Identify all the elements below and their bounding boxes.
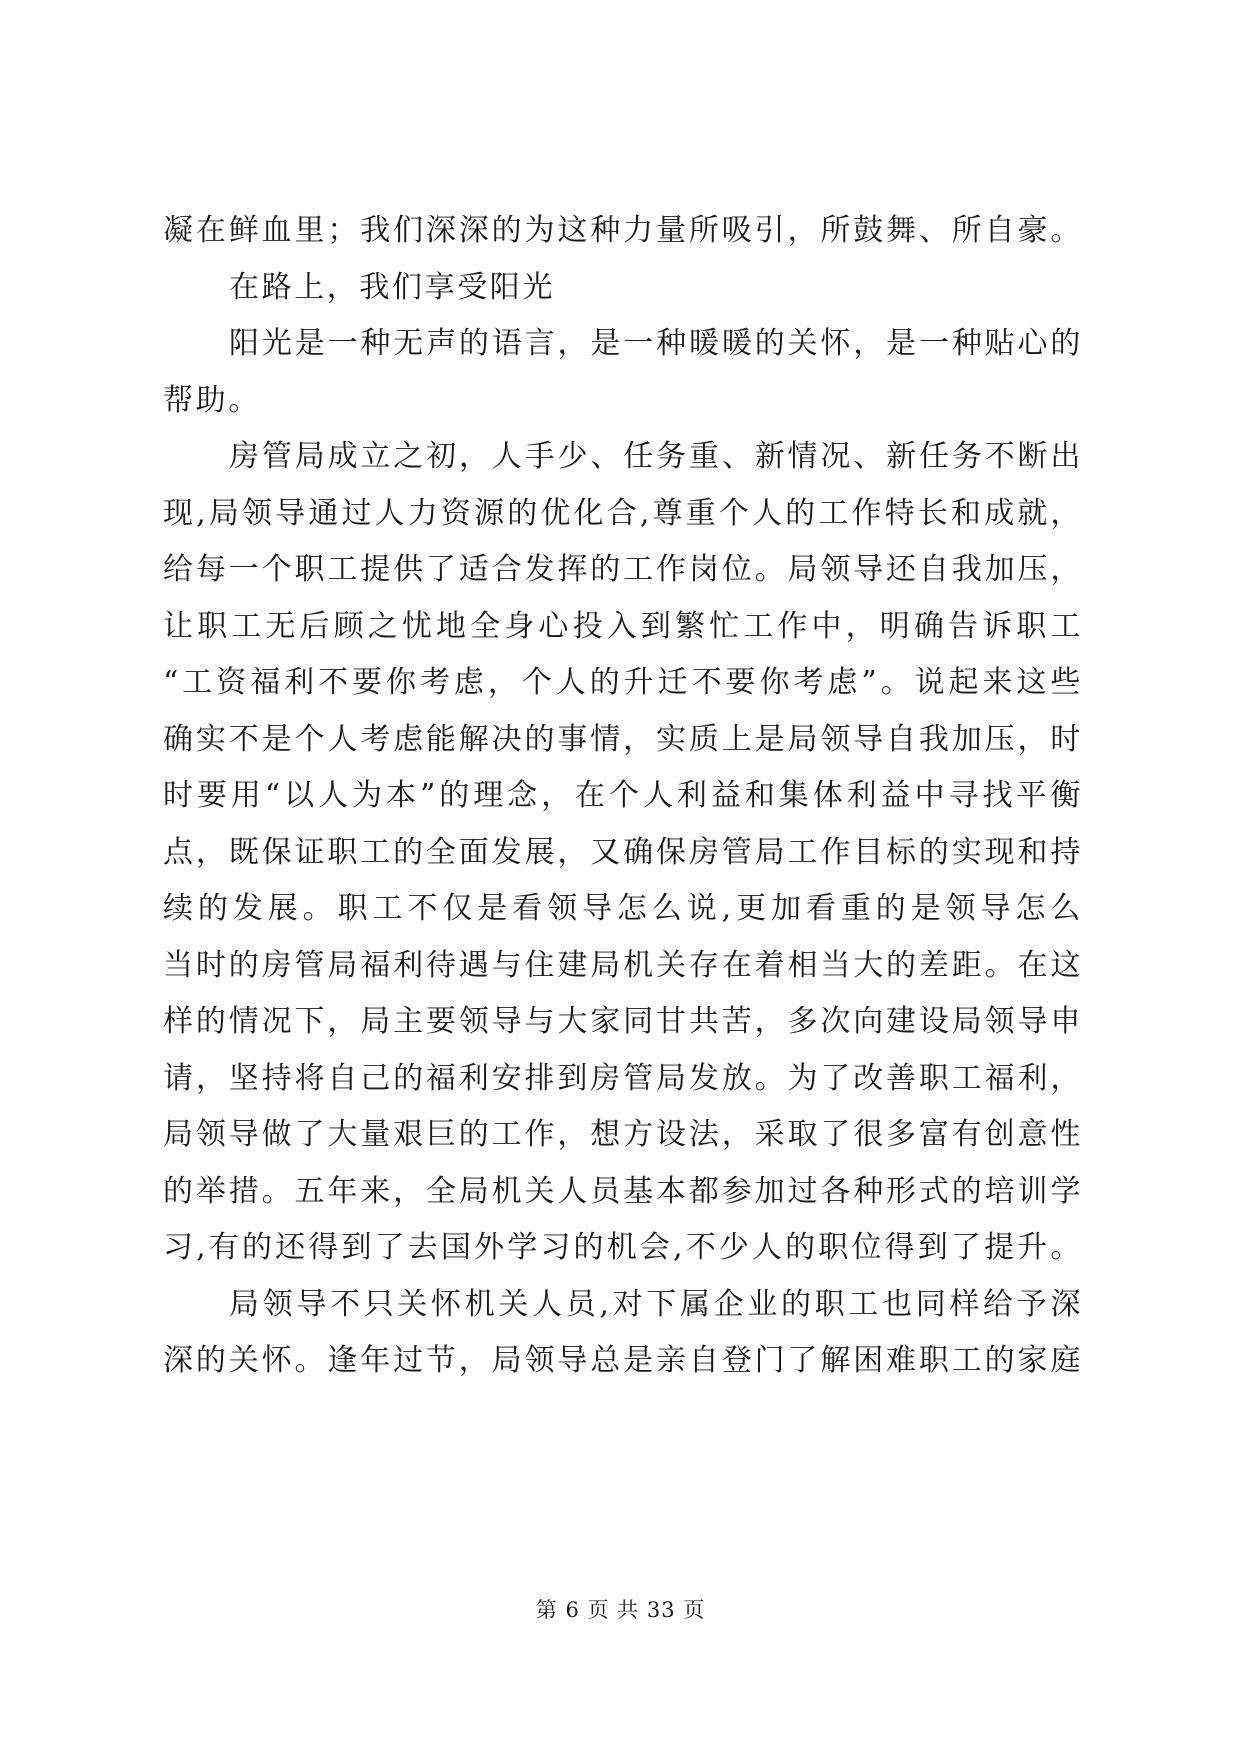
- text-line: 的举措。五年来，全局机关人员基本都参加过各种形式的培训学: [163, 1173, 1083, 1209]
- body-text: [163, 203, 1083, 1390]
- text-line: 局领导不只关怀机关人员,对下属企业的职工也同样给予深: [229, 1286, 1083, 1322]
- text-line: 请，坚持将自己的福利安排到房管局发放。为了改善职工福利，: [163, 1060, 1083, 1096]
- page-footer: 第 6 页 共 33 页: [535, 1598, 706, 1622]
- text-line: 给每一个职工提供了适合发挥的工作岗位。局领导还自我加压，: [163, 552, 1083, 587]
- text-line: 样的情况下，局主要领导与大家同甘共苦，多次向建设局领导申: [163, 1004, 1083, 1039]
- text-line: 点，既保证职工的全面发展，又确保房管局工作目标的实现和持: [163, 834, 1083, 870]
- text-line: 现,局领导通过人力资源的优化合,尊重个人的工作特长和成就，: [163, 495, 1083, 531]
- text-line: 深的关怀。逢年过节，局领导总是亲自登门了解困难职工的家庭: [163, 1343, 1083, 1378]
- text-line: 当时的房管局福利待遇与住建局机关存在着相当大的差距。在这: [163, 947, 1083, 983]
- text-line: 凝在鲜血里；我们深深的为这种力量所吸引，所鼓舞、所自豪。: [163, 213, 1083, 248]
- text-line: 房管局成立之初，人手少、任务重、新情况、新任务不断出: [229, 439, 1083, 474]
- text-line: 续的发展。职工不仅是看领导怎么说,更加看重的是领导怎么: [163, 891, 1083, 926]
- text-line: 局领导做了大量艰巨的工作，想方设法，采取了很多富有创意性: [163, 1117, 1083, 1152]
- text-line: 阳光是一种无声的语言，是一种暖暖的关怀，是一种贴心的: [229, 326, 1083, 361]
- text-line: 习,有的还得到了去国外学习的机会,不少人的职位得到了提升。: [163, 1230, 1083, 1265]
- text-line: 确实不是个人考虑能解决的事情，实质上是局领导自我加压，时: [163, 721, 1083, 757]
- text-line: 在路上，我们享受阳光: [229, 269, 555, 305]
- text-line: 帮助。: [163, 382, 261, 418]
- text-line: 让职工无后顾之忧地全身心投入到繁忙工作中，明确告诉职工: [163, 608, 1083, 644]
- text-line: “工资福利不要你考虑，个人的升迁不要你考虑”。说起来这些: [163, 665, 1083, 700]
- text-line: 时要用“以人为本”的理念，在个人利益和集体利益中寻找平衡: [163, 778, 1083, 813]
